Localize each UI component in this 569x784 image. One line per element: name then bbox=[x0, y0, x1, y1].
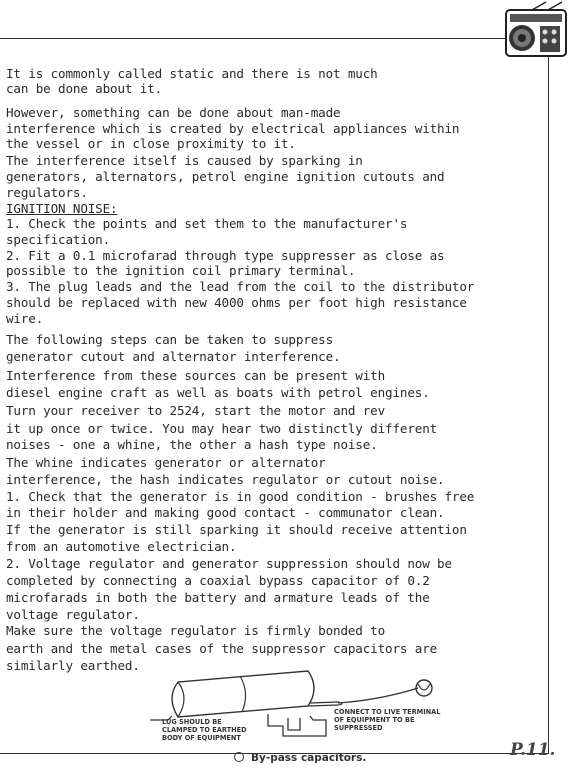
text-line: 1. Check the points and set them to the manufacturer's bbox=[6, 216, 408, 231]
circle-bullet-icon bbox=[234, 752, 244, 762]
text-line: it up once or twice. You may hear two distinctly different bbox=[6, 421, 438, 436]
figure-caption bbox=[234, 752, 366, 764]
bypass-capacitor-diagram bbox=[150, 660, 450, 755]
text-line: from an automotive electrician. bbox=[6, 539, 237, 554]
text-line: regulators. bbox=[6, 185, 88, 200]
caption-text: By-pass capacitors. bbox=[251, 752, 367, 764]
page-border-right bbox=[548, 38, 549, 754]
label-line: CONNECT TO LIVE TERMINAL bbox=[334, 708, 441, 716]
text-line: noises - one a whine, the other a hash type noise. bbox=[6, 437, 378, 452]
text-line: 1. Check that the generator is in good condition - brushes free bbox=[6, 489, 475, 504]
text-line: The whine indicates generator or alternator bbox=[6, 455, 326, 470]
text-line: If the generator is still sparking it should receive attention bbox=[6, 522, 467, 537]
text-line: can be done about it. bbox=[6, 81, 163, 96]
text-line: interference which is created by electrical appliances within bbox=[6, 121, 460, 136]
text-line: specification. bbox=[6, 232, 111, 247]
text-line: 2. Fit a 0.1 microfarad through type suppresser as close as bbox=[6, 248, 445, 263]
page-number: P.11. bbox=[510, 740, 556, 760]
text-line: possible to the ignition coil primary terminal. bbox=[6, 263, 356, 278]
text-line: Interference from these sources can be present with bbox=[6, 368, 386, 383]
text-line: Turn your receiver to 2524, start the motor and rev bbox=[6, 403, 386, 418]
text-line: 2. Voltage regulator and generator suppression should now be bbox=[6, 556, 452, 571]
label-line: SUPPRESSED bbox=[334, 724, 383, 732]
text-line: microfarads in both the battery and armature leads of the bbox=[6, 590, 430, 605]
text-line: wire. bbox=[6, 311, 44, 326]
text-line: completed by connecting a coaxial bypass capacitor of 0.2 bbox=[6, 573, 430, 588]
text-line: The following steps can be taken to suppress bbox=[6, 332, 334, 347]
text-line: generator cutout and alternator interference. bbox=[6, 349, 341, 364]
label-line: LUG SHOULD BE bbox=[162, 718, 222, 726]
text-line: interference, the hash indicates regulator or cutout noise. bbox=[6, 472, 445, 487]
text-line: in their holder and making good contact - communator clean. bbox=[6, 505, 445, 520]
text-line: should be replaced with new 4000 ohms per foot high resistance bbox=[6, 295, 467, 310]
text-line: It is commonly called static and there is not much bbox=[6, 66, 378, 81]
section-heading: IGNITION NOISE: bbox=[6, 201, 118, 216]
text-line: Make sure the voltage regulator is firmly bonded to bbox=[6, 623, 386, 638]
text-line: voltage regulator. bbox=[6, 607, 140, 622]
label-line: OF EQUIPMENT TO BE bbox=[334, 716, 415, 724]
text-line: earth and the metal cases of the suppressor capacitors are bbox=[6, 641, 438, 656]
text-line: similarly earthed. bbox=[6, 658, 140, 673]
text-line: generators, alternators, petrol engine ignition cutouts and bbox=[6, 169, 445, 184]
radio-receiver-icon bbox=[492, 0, 568, 62]
live-terminal-label bbox=[334, 708, 441, 732]
text-line: the vessel or in close proximity to it. bbox=[6, 136, 296, 151]
text-line: 3. The plug leads and the lead from the coil to the distributor bbox=[6, 279, 475, 294]
text-line: diesel engine craft as well as boats with petrol engines. bbox=[6, 385, 430, 400]
text-line: The interference itself is caused by sparking in bbox=[6, 153, 363, 168]
page-border-top bbox=[0, 38, 548, 39]
label-line: BODY OF EQUIPMENT bbox=[162, 734, 241, 742]
label-line: CLAMPED TO EARTHED bbox=[162, 726, 247, 734]
lug-earth-label bbox=[162, 718, 247, 742]
text-line: However, something can be done about man-made bbox=[6, 105, 341, 120]
